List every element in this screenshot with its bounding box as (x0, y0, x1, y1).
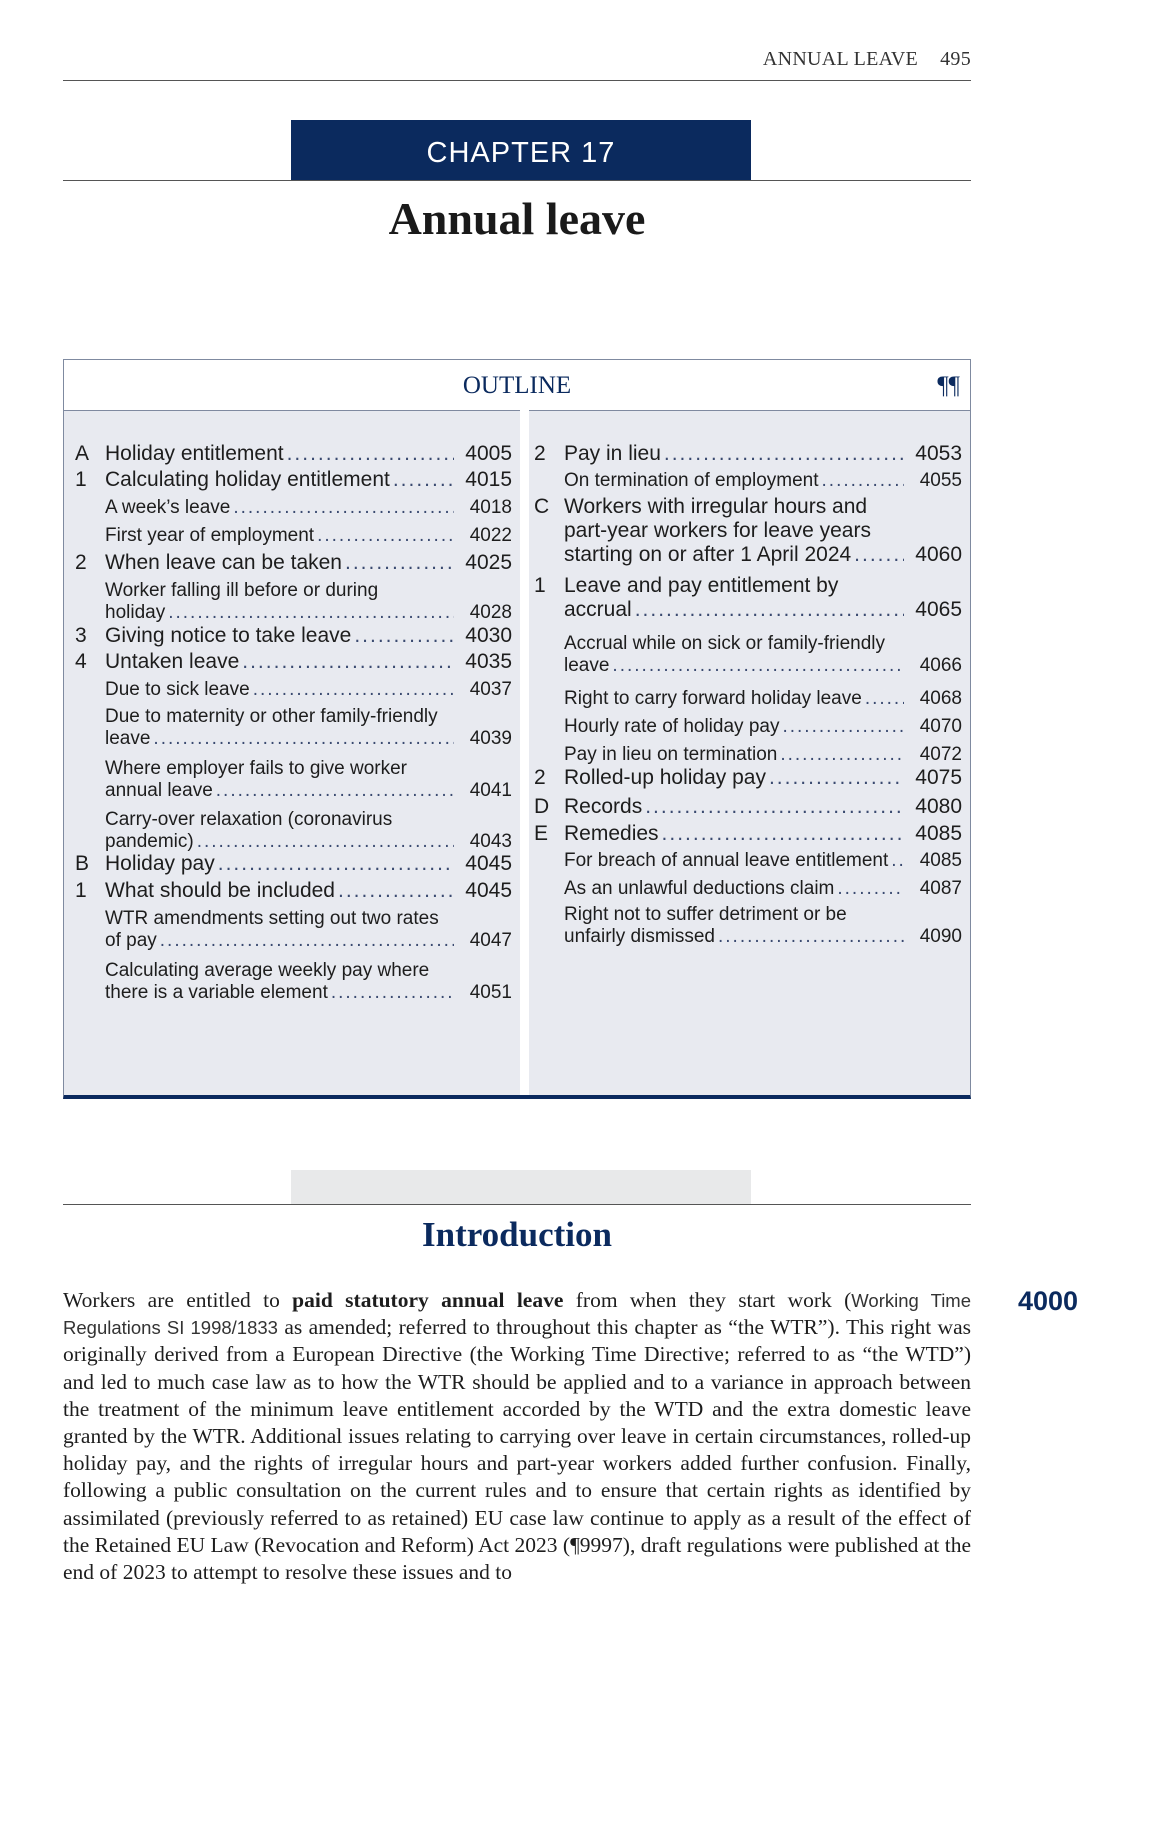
outline-entry-paragraph-number: 4039 (469, 728, 512, 749)
outline-entry-paragraph-number: 4037 (469, 679, 512, 700)
outline-entry-paragraph-number: 4085 (919, 850, 962, 871)
leader-dots (393, 468, 454, 492)
outline-entry-label: 2 (534, 766, 546, 789)
leader-dots (662, 822, 904, 846)
outline-entry-paragraph-number: 4043 (469, 831, 512, 852)
intro-text-1: Workers are entitled to (63, 1288, 293, 1312)
section-bar (291, 1170, 751, 1204)
outline-entry-text: First year of employment (105, 525, 315, 546)
outline-entry-label: D (534, 795, 550, 818)
outline-entry-text-line: part-year workers for leave years (564, 519, 871, 542)
leader-dots (345, 551, 454, 575)
outline-entry-text: Records (564, 795, 643, 818)
outline-entry-text-line: WTR amendments setting out two rates (105, 908, 439, 929)
outline-entry-paragraph-number: 4018 (469, 497, 512, 518)
leader-dots (160, 930, 454, 952)
leader-dots (769, 766, 904, 790)
outline-entry-text-line: Worker falling ill before or during (105, 580, 379, 601)
outline-entry-paragraph-number: 4035 (465, 650, 512, 673)
section-rule (63, 1204, 971, 1205)
outline-entry-paragraph-number: 4051 (469, 982, 512, 1003)
outline-entry-text: Holiday pay (105, 852, 215, 875)
outline-entry-paragraph-number: 4075 (915, 766, 962, 789)
outline-entry-label: A (75, 442, 90, 465)
outline-entry-paragraph-number: 4041 (469, 780, 512, 801)
outline-header (64, 360, 970, 411)
outline-entry-text: starting on or after 1 April 2024 (564, 543, 852, 566)
outline-entry-text: A week’s leave (105, 497, 231, 518)
outline-entry-paragraph-number: 4068 (919, 688, 962, 709)
outline-entry-label: E (534, 822, 549, 845)
outline-entry-text-line: Right not to suffer detriment or be (564, 904, 847, 925)
page-number: 495 (940, 48, 971, 70)
outline-entry-label: 2 (534, 442, 546, 465)
outline-entry-paragraph-number: 4087 (919, 878, 962, 899)
outline-entry-text: As an unlawful deductions claim (564, 878, 835, 899)
outline-entry-text: leave (105, 728, 151, 749)
leader-dots (354, 624, 454, 648)
outline-entry-label: 1 (534, 574, 546, 597)
introduction-paragraph (63, 1287, 971, 1586)
outline-entry-paragraph-number: 4065 (915, 598, 962, 621)
outline-entry-paragraph-number: 4015 (465, 468, 512, 491)
running-head-title: ANNUAL LEAVE (762, 48, 919, 70)
outline-entry-paragraph-number: 4028 (469, 602, 512, 623)
outline-entry-text: annual leave (105, 780, 213, 801)
outline-entry-paragraph-number: 4022 (469, 525, 512, 546)
outline-entry-label: C (534, 495, 550, 518)
outline-entry-paragraph-number: 4005 (465, 442, 512, 465)
outline-entry-label: 4 (75, 650, 87, 673)
leader-dots (865, 688, 904, 710)
outline-entry-text: Calculating holiday entitlement (105, 468, 390, 491)
outline-entry-text: Due to sick leave (105, 679, 250, 700)
outline-entry-text: When leave can be taken (105, 551, 342, 574)
outline-entry-text: holiday (105, 602, 166, 623)
chapter-label: CHAPTER 17 (291, 120, 751, 180)
outline-entry-paragraph-number: 4045 (465, 852, 512, 875)
leader-dots (718, 926, 904, 948)
leader-dots (218, 852, 454, 876)
leader-dots (837, 878, 904, 900)
outline-entry-paragraph-number: 4060 (915, 543, 962, 566)
leader-dots (635, 598, 904, 622)
outline-title: OUTLINE (462, 372, 572, 399)
outline-box (63, 359, 971, 1099)
leader-dots (338, 879, 454, 903)
outline-entry-label: 1 (75, 468, 87, 491)
outline-entry-paragraph-number: 4085 (915, 822, 962, 845)
outline-entry-text: On termination of employment (564, 470, 819, 491)
outline-entry-paragraph-number: 4090 (919, 926, 962, 947)
leader-dots (780, 744, 904, 766)
outline-entry-label: 2 (75, 551, 87, 574)
leader-dots (664, 442, 904, 466)
outline-entry-text-line: Accrual while on sick or family-friendly (564, 633, 885, 654)
outline-entry-paragraph-number: 4080 (915, 795, 962, 818)
outline-entry-text: Right to carry forward holiday leave (564, 688, 862, 709)
leader-dots (782, 716, 904, 738)
outline-entry-text-line: Leave and pay entitlement by (564, 574, 839, 597)
outline-entry-paragraph-number: 4047 (469, 930, 512, 951)
outline-entry-paragraph-number: 4030 (465, 624, 512, 647)
header-rule (63, 80, 971, 81)
paragraph-number: 4000 (1018, 1286, 1079, 1316)
outline-entry-text: Remedies (564, 822, 659, 845)
outline-entry-label: 3 (75, 624, 87, 647)
intro-citation: Working Time Regulations SI 1998/1833 (63, 1290, 972, 1339)
outline-entry-text-line: Where employer fails to give worker (105, 758, 407, 779)
leader-dots (168, 602, 454, 624)
outline-entry-paragraph-number: 4072 (919, 744, 962, 765)
outline-entry-text: Hourly rate of holiday pay (564, 716, 780, 737)
outline-entry-paragraph-number: 4055 (919, 470, 962, 491)
outline-entry-label: 1 (75, 879, 87, 902)
intro-bold-text: paid statutory annual leave (292, 1288, 564, 1312)
outline-entry-text: Pay in lieu on termination (564, 744, 778, 765)
running-head (63, 48, 971, 71)
intro-text-2: from when they start work ( (563, 1288, 852, 1312)
outline-entry-paragraph-number: 4053 (915, 442, 962, 465)
section-title: Introduction (422, 1215, 612, 1254)
leader-dots (253, 679, 454, 701)
outline-entry-label: B (75, 852, 90, 875)
intro-text-3: as amended; referred to throughout this chapter as “the WTR”). This right was originally derived from a European Directive (the Working Time Directive; referred to as “the WTD”) and led to much case law as to how the WTR should be applied and to a variance in approach between the treatment of the minimum leave entitlement accorded by the WTD and the extra domestic leave granted by the WTR. Additional issues relating to carrying over leave in certain circumstances, rolled-up holiday pay, and the rights of irregular hours and part-year workers added further confusion. Finally, following a public consultation on the current rules and to ensure that certain rights as identified by assimilated (previously referred to as retained) EU case law continue to apply as a result of the effect of the Retained EU Law (Revocation and Reform) Act 2023 (¶9997), draft regulations were published at the end of 2023 to attempt to resolve these issues and to (63, 1315, 971, 1585)
outline-entry-text: Giving notice to take leave (105, 624, 352, 647)
outline-entry-text-line: Workers with irregular hours and (564, 495, 868, 518)
outline-entry-text: leave (564, 655, 610, 676)
outline-entry-text: of pay (105, 930, 157, 951)
leader-dots (197, 831, 454, 853)
outline-entry-text: Pay in lieu (564, 442, 661, 465)
outline-entry-text: Untaken leave (105, 650, 240, 673)
outline-entry-paragraph-number: 4045 (465, 879, 512, 902)
leader-dots (612, 655, 904, 677)
leader-dots (645, 795, 904, 819)
leader-dots (822, 470, 904, 492)
outline-entry-text: What should be included (105, 879, 335, 902)
outline-entry-text: unfairly dismissed (564, 926, 715, 947)
chapter-rule (63, 180, 971, 181)
outline-entry-text: Holiday entitlement (105, 442, 284, 465)
outline-entry-text-line: Carry-over relaxation (coronavirus (105, 809, 393, 830)
outline-entry-text-line: Calculating average weekly pay where (105, 960, 430, 981)
leader-dots (233, 497, 454, 519)
outline-entry-text: Rolled-up holiday pay (564, 766, 766, 789)
leader-dots (891, 850, 904, 872)
leader-dots (242, 650, 454, 674)
paragraph-symbol: ¶¶ (937, 372, 960, 399)
outline-entry-paragraph-number: 4025 (465, 551, 512, 574)
outline-entry-text: accrual (564, 598, 632, 621)
leader-dots (287, 442, 454, 466)
outline-entry-text: there is a variable element (105, 982, 328, 1003)
leader-dots (854, 543, 904, 567)
leader-dots (317, 525, 454, 547)
outline-entry-text-line: Due to maternity or other family-friendly (105, 706, 438, 727)
chapter-title: Annual leave (388, 193, 646, 244)
column-divider (520, 410, 529, 1095)
outline-entry-paragraph-number: 4070 (919, 716, 962, 737)
outline-entry-text: For breach of annual leave entitlement (564, 850, 889, 871)
leader-dots (216, 780, 454, 802)
outline-entry-text: pandemic) (105, 831, 194, 852)
leader-dots (153, 728, 454, 750)
leader-dots (331, 982, 454, 1004)
outline-entry-paragraph-number: 4066 (919, 655, 962, 676)
